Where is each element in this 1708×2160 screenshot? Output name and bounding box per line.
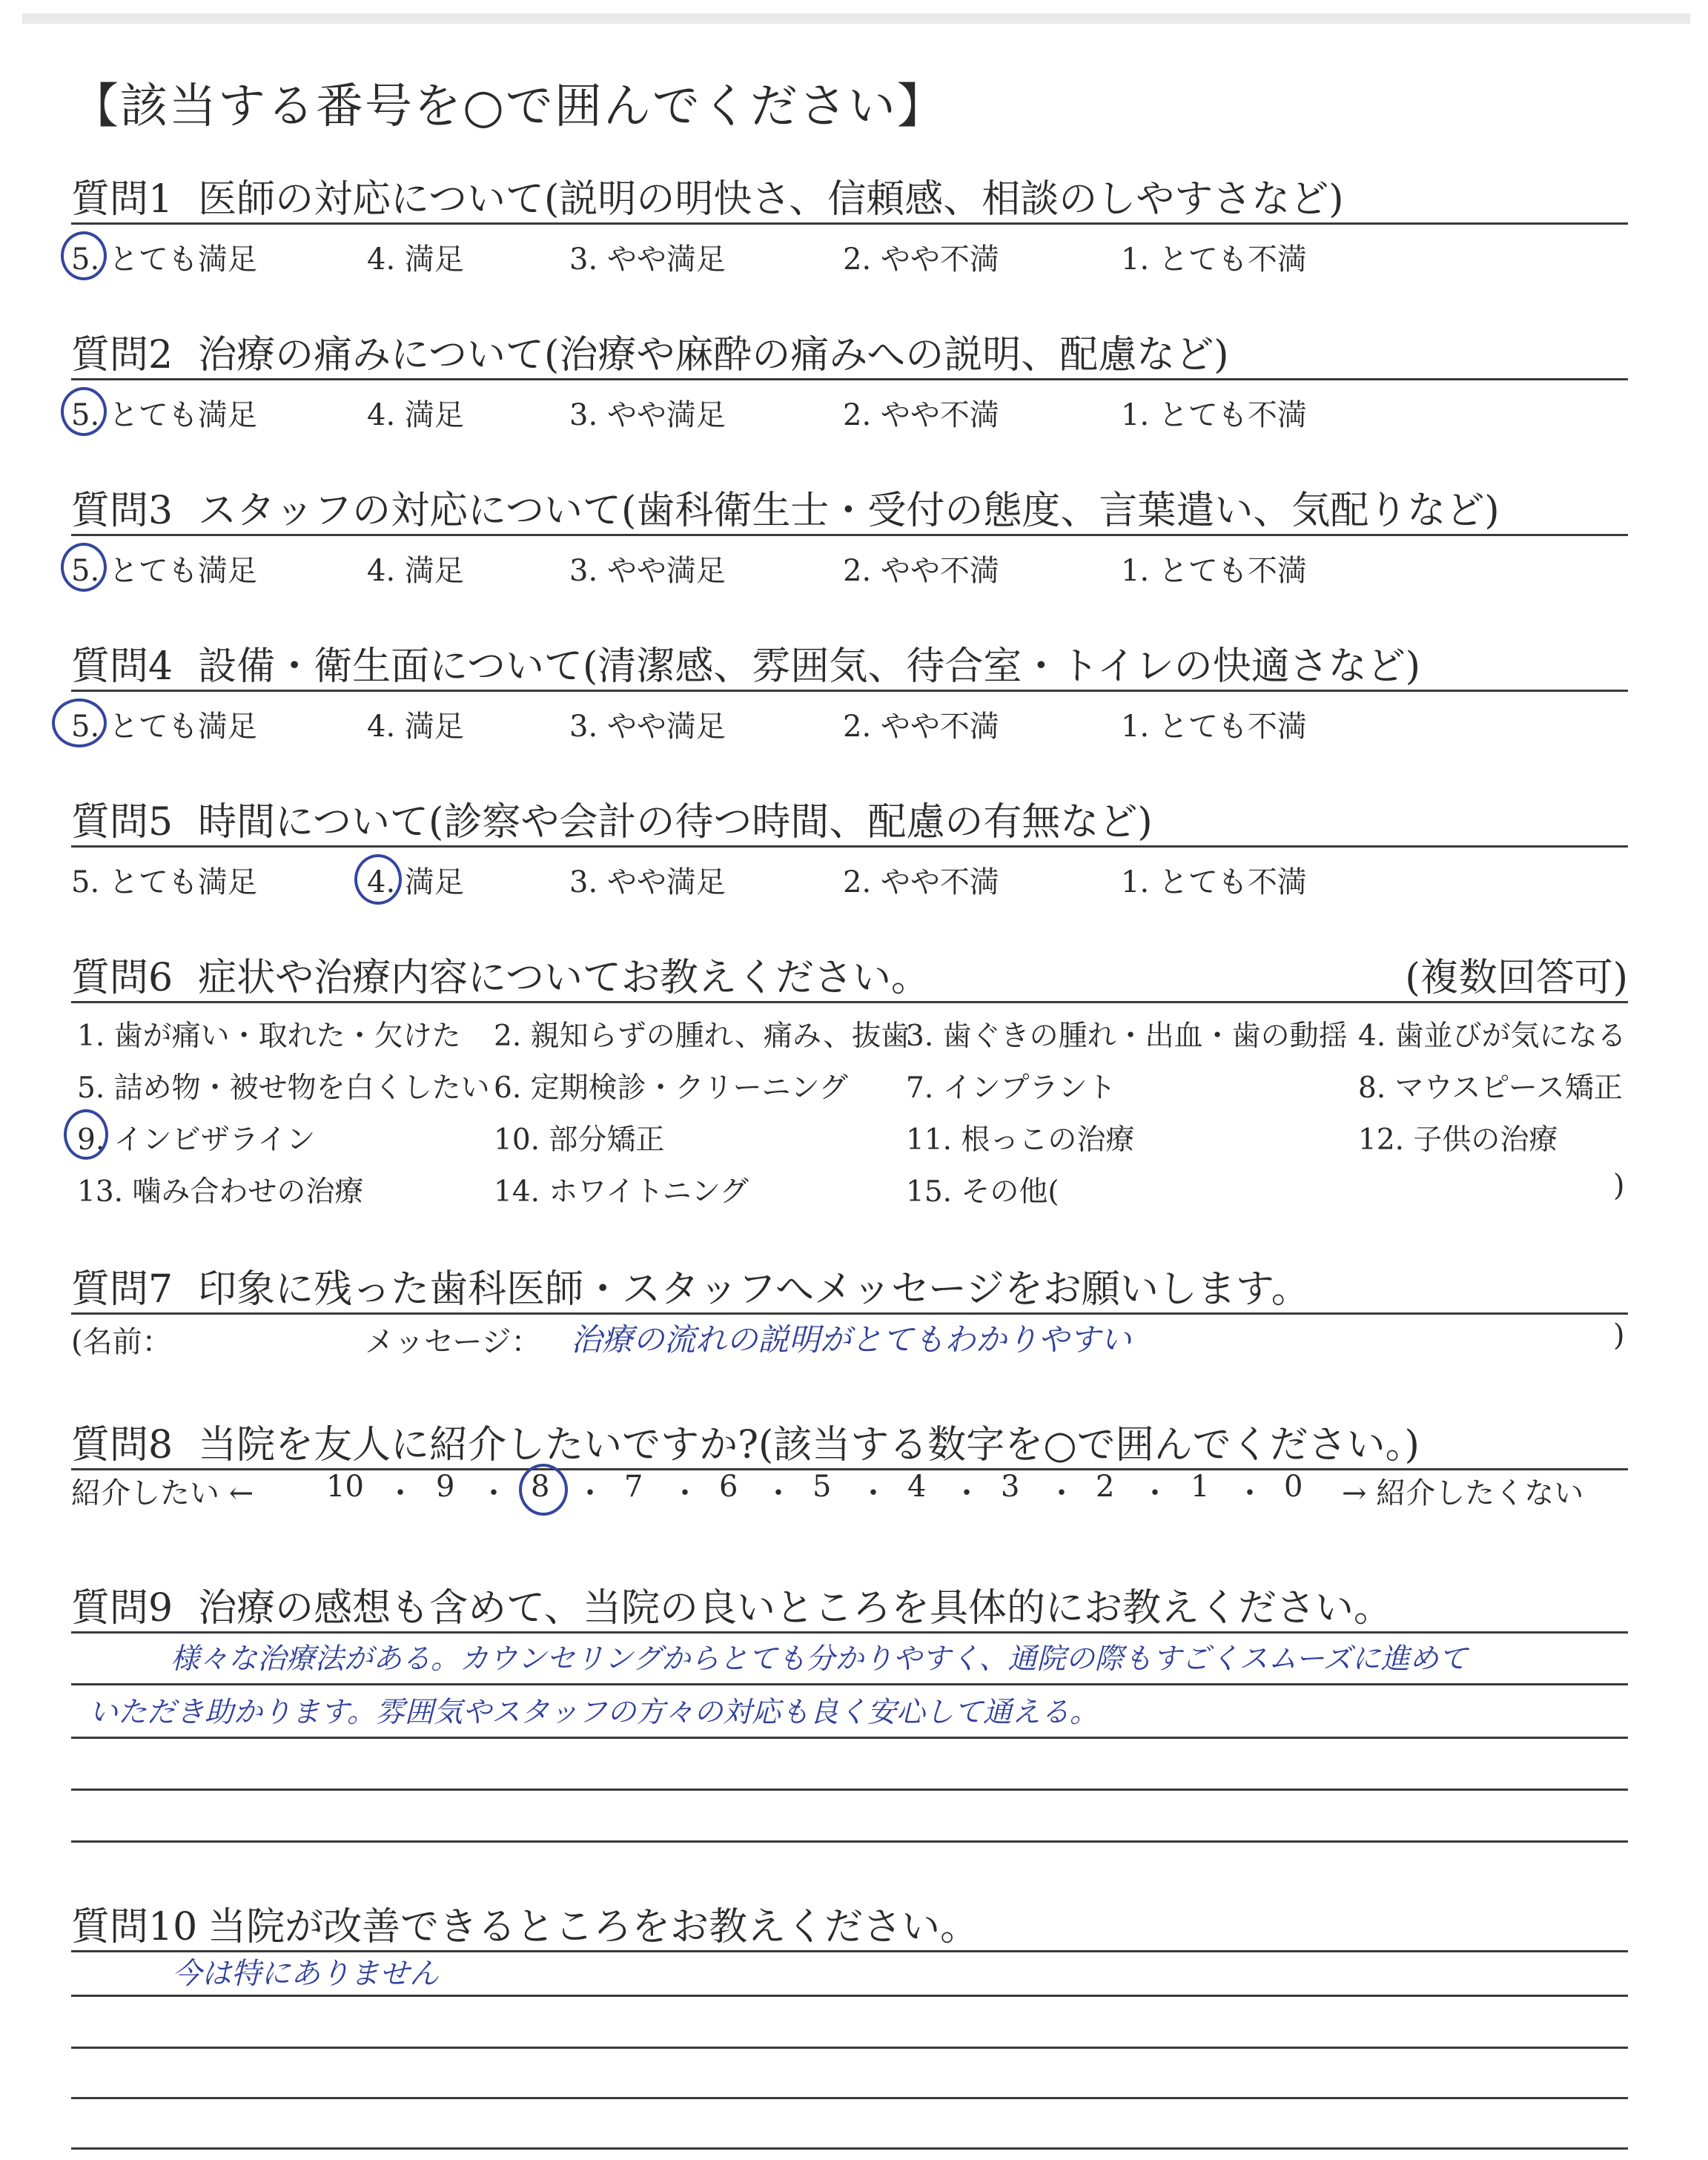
message-close-paren: ) (1613, 1318, 1625, 1353)
question-3 (71, 479, 1628, 553)
scale-dot: ・ (479, 1476, 509, 1510)
scale-dot: ・ (858, 1476, 888, 1510)
question-text: 治療の痛みについて(治療や麻酔の痛みへの説明、配慮など) (198, 333, 1229, 377)
rating-row-4 (0, 703, 1708, 747)
scale-dot: ・ (952, 1476, 982, 1510)
rating-row-1 (0, 236, 1708, 280)
question-rule (71, 845, 1628, 848)
question-number: 質問4 (71, 644, 173, 689)
treatment-option[interactable]: 8. マウスピース矯正 (1358, 1071, 1623, 1105)
option-3[interactable]: 3. やや満足 (569, 710, 726, 744)
option-2[interactable]: 2. やや不満 (843, 554, 999, 588)
question-text: 治療の感想も含めて、当院の良いところを具体的にお教えください。 (198, 1586, 1393, 1631)
question-text: 当院を友人に紹介したいですか?(該当する数字を○で囲んでください。) (198, 1423, 1420, 1467)
option-1[interactable]: 1. とても不満 (1121, 865, 1307, 899)
form-header: 【該当する番号を○で囲んでください】 (71, 79, 946, 134)
treatment-option-other[interactable]: 15. その他( (906, 1175, 1059, 1209)
other-close-paren: ) (1613, 1169, 1625, 1203)
treatment-option[interactable]: 3. 歯ぐきの腫れ・出血・歯の動揺 (906, 1020, 1348, 1053)
option-5[interactable]: 5. とても満足 (71, 710, 257, 744)
option-4[interactable]: 4. 満足 (367, 398, 464, 432)
question-text: 設備・衛生面について(清潔感、雰囲気、待合室・トイレの快適さなど) (198, 644, 1421, 689)
option-1[interactable]: 1. とても不満 (1121, 710, 1307, 744)
answer-rule (71, 1840, 1628, 1843)
question-number: 質問1 (71, 177, 173, 222)
scan-top-band (22, 13, 1690, 24)
option-3[interactable]: 3. やや満足 (569, 242, 726, 277)
question-number: 質問2 (71, 333, 173, 377)
answer-rule (71, 1683, 1628, 1685)
question-text: 当院が改善できるところをお教えください。 (208, 1905, 979, 1949)
option-4[interactable]: 4. 満足 (367, 242, 464, 277)
treatment-option[interactable]: 1. 歯が痛い・取れた・欠けた (77, 1020, 461, 1053)
treatment-option[interactable]: 5. 詰め物・被せ物を白くしたい (77, 1071, 490, 1105)
scale-value[interactable]: 1 (1191, 1470, 1210, 1504)
question-2 (71, 323, 1628, 397)
scale-left-label: 紹介したい ← (71, 1476, 254, 1510)
scale-dot: ・ (1047, 1476, 1076, 1510)
scale-value[interactable]: 6 (719, 1470, 738, 1504)
answer-rule (71, 1995, 1628, 1997)
scale-dot: ・ (1235, 1476, 1265, 1510)
question-text: スタッフの対応について(歯科衛生士・受付の態度、言葉遣い、気配りなど) (198, 489, 1500, 533)
treatment-grid (0, 1013, 1708, 1221)
question-number: 質問8 (71, 1423, 173, 1467)
question-rule (71, 534, 1628, 536)
message-label: メッセージ： (365, 1325, 541, 1359)
rating-row-2 (0, 392, 1708, 436)
scale-dot: ・ (764, 1476, 793, 1510)
question-text: 医師の対応について(説明の明快さ、信頼感、相談のしやすさなど) (198, 177, 1344, 222)
option-1[interactable]: 1. とても不満 (1121, 554, 1307, 588)
treatment-option[interactable]: 6. 定期検診・クリーニング (494, 1071, 848, 1105)
handwritten-answer-line-1[interactable]: 様々な治療法がある。カウンセリングからとても分かりやすく、通院の際もすごくスムーズに進めて (171, 1642, 1468, 1676)
question-number: 質問3 (71, 489, 173, 533)
option-4[interactable]: 4. 満足 (367, 554, 464, 588)
option-4[interactable]: 4. 満足 (367, 865, 464, 899)
option-5[interactable]: 5. とても満足 (71, 554, 257, 588)
question-4 (71, 635, 1628, 709)
option-5[interactable]: 5. とても満足 (71, 865, 257, 899)
treatment-option[interactable]: 7. インプラント (906, 1071, 1116, 1105)
option-5[interactable]: 5. とても満足 (71, 398, 257, 432)
handwritten-improvement-answer[interactable]: 今は特にありません (172, 1957, 439, 1991)
option-3[interactable]: 3. やや満足 (569, 554, 726, 588)
name-label: (名前： (71, 1325, 172, 1359)
scale-value[interactable]: 3 (1001, 1470, 1020, 1504)
scale-value[interactable]: 7 (624, 1470, 643, 1504)
scale-value[interactable]: 5 (812, 1470, 832, 1504)
multiple-answer-note: (複数回答可) (1405, 956, 1628, 1000)
option-4[interactable]: 4. 満足 (367, 710, 464, 744)
option-2[interactable]: 2. やや不満 (843, 865, 999, 899)
scale-dot: ・ (385, 1476, 415, 1510)
scale-dot: ・ (575, 1476, 605, 1510)
option-3[interactable]: 3. やや満足 (569, 865, 726, 899)
question-rule (71, 378, 1628, 380)
answer-rule (71, 2047, 1628, 2049)
selection-circle (61, 387, 107, 436)
option-5[interactable]: 5. とても満足 (71, 242, 257, 277)
scale-right-label: → 紹介したくない (1342, 1476, 1584, 1510)
scale-value[interactable]: 10 (326, 1470, 364, 1504)
treatment-option[interactable]: 12. 子供の治療 (1358, 1123, 1558, 1157)
option-1[interactable]: 1. とても不満 (1121, 242, 1307, 277)
treatment-option[interactable]: 14. ホワイトニング (494, 1175, 749, 1209)
rating-row-5 (0, 859, 1708, 903)
question-number: 質問10 (71, 1905, 198, 1949)
scale-dot: ・ (1140, 1476, 1170, 1510)
option-3[interactable]: 3. やや満足 (569, 398, 726, 432)
question-5 (71, 790, 1628, 865)
handwritten-answer-line-2[interactable]: いただき助かります。雰囲気やスタッフの方々の対応も良く安心して通える。 (89, 1696, 1099, 1729)
question-text: 印象に残った歯科医師・スタッフへメッセージをお願いします。 (198, 1267, 1310, 1312)
scale-dot: ・ (670, 1476, 700, 1510)
question-number: 質問9 (71, 1586, 173, 1631)
treatment-option[interactable]: 10. 部分矯正 (494, 1123, 665, 1157)
question-text: 症状や治療内容についてお教えください。 (198, 956, 930, 1000)
selection-circle (61, 543, 107, 592)
treatment-option[interactable]: 9. インビザライン (77, 1123, 316, 1157)
treatment-option[interactable]: 4. 歯並びが気になる (1358, 1020, 1626, 1053)
handwritten-message[interactable]: 治療の流れの説明がとてもわかりやすい (571, 1321, 1132, 1358)
answer-rule (71, 1789, 1628, 1791)
question-rule (71, 222, 1628, 225)
treatment-option[interactable]: 2. 親知らずの腫れ、痛み、抜歯 (494, 1020, 910, 1053)
option-1[interactable]: 1. とても不満 (1121, 398, 1307, 432)
answer-rule (71, 1737, 1628, 1739)
answer-rule (71, 2097, 1628, 2099)
question-number: 質問6 (71, 956, 173, 1000)
question-number: 質問7 (71, 1267, 173, 1312)
option-2[interactable]: 2. やや不満 (843, 398, 999, 432)
question-text: 時間について(診察や会計の待つ時間、配慮の有無など) (198, 800, 1153, 845)
treatment-option[interactable]: 11. 根っこの治療 (906, 1123, 1135, 1157)
scale-value[interactable]: 2 (1096, 1470, 1115, 1504)
selection-circle (519, 1464, 568, 1516)
scale-value[interactable]: 8 (531, 1470, 550, 1504)
selection-circle (354, 854, 402, 905)
rating-row-3 (0, 547, 1708, 592)
message-row (0, 1315, 1708, 1367)
treatment-option[interactable]: 13. 噛み合わせの治療 (77, 1175, 364, 1209)
question-rule (71, 690, 1628, 692)
option-2[interactable]: 2. やや不満 (843, 710, 999, 744)
answer-rule (71, 2147, 1628, 2150)
scale-value[interactable]: 0 (1284, 1470, 1303, 1504)
question-6 (71, 946, 1628, 1020)
option-2[interactable]: 2. やや不満 (843, 242, 999, 277)
question-1 (71, 168, 1628, 242)
question-rule (71, 1001, 1628, 1003)
question-number: 質問5 (71, 800, 173, 845)
scale-value[interactable]: 4 (907, 1470, 927, 1504)
scale-value[interactable]: 9 (436, 1470, 455, 1504)
question-rule (71, 1312, 1628, 1315)
selection-circle (52, 698, 107, 747)
question-rule (71, 1631, 1628, 1634)
selection-circle (64, 1109, 108, 1160)
selection-circle (61, 231, 107, 280)
